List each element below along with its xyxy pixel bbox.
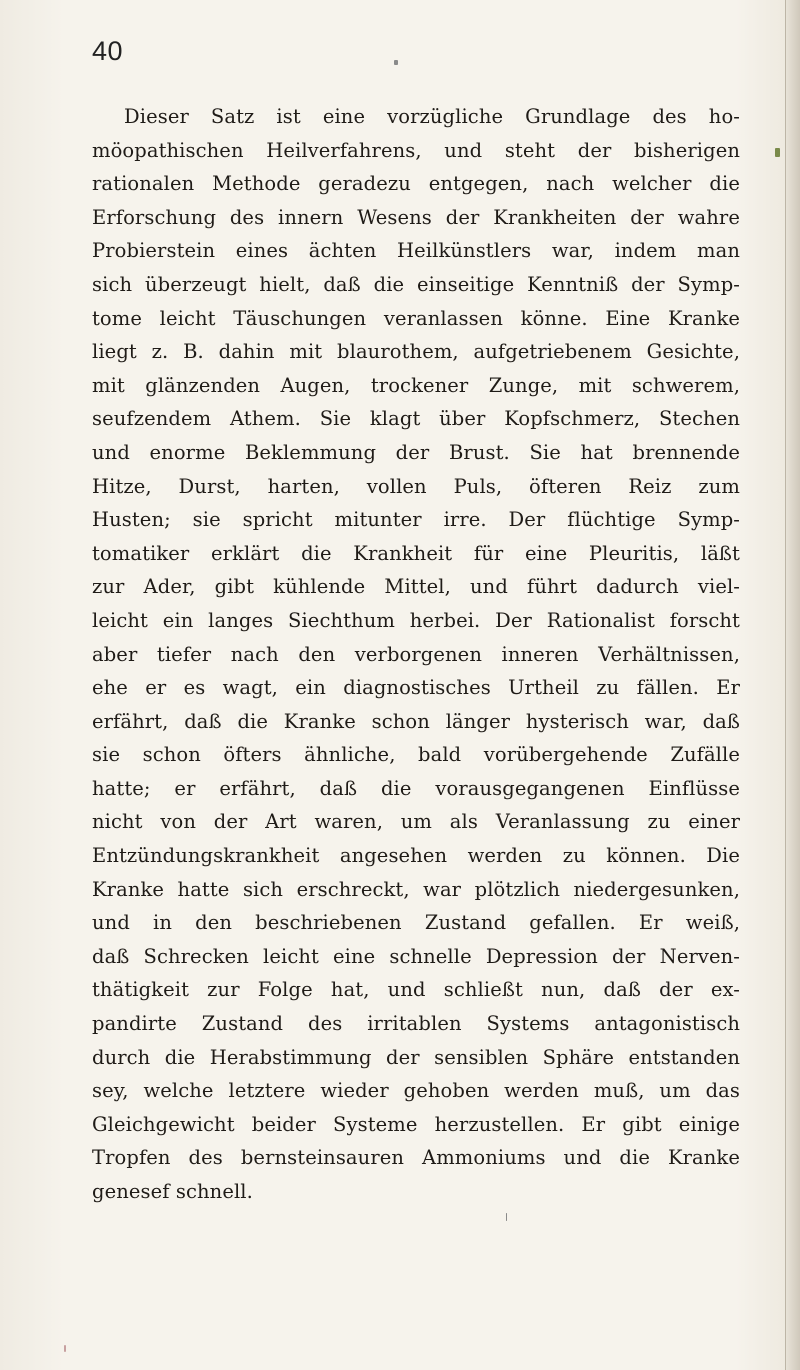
text-line: tomatiker erklärt die Krankheit für eine Pleuritis, läßt (92, 541, 740, 565)
text-line: liegt z. B. dahin mit blaurothem, aufgetriebenem Gesichte, (92, 340, 740, 364)
text-line: Hitze, Durst, harten, vollen Puls, öfteren Reiz zum (92, 474, 740, 498)
paper-speck (394, 60, 398, 65)
text-line: sich überzeugt hielt, daß die einseitige Kenntniß der Symp- (92, 272, 740, 296)
text-line: thätigkeit zur Folge hat, und schließt nun, daß der ex- (92, 978, 740, 1002)
text-line: durch die Herabstimmung der sensiblen Sphäre entstanden (92, 1045, 740, 1069)
text-line: Gleichgewicht beider Systeme herzustellen. Er gibt einige (92, 1112, 740, 1136)
text-line: aber tiefer nach den verborgenen inneren Verhältnissen, (92, 642, 740, 666)
text-line: Husten; sie spricht mitunter irre. Der flüchtige Symp- (92, 508, 740, 532)
page-number: 40 (92, 36, 124, 66)
text-line: zur Ader, gibt kühlende Mittel, und führt dadurch viel- (92, 575, 740, 599)
text-line: nicht von der Art waren, um als Veranlassung zu einer (92, 810, 740, 834)
text-line: erfährt, daß die Kranke schon länger hysterisch war, daß (92, 709, 740, 733)
text-line: ehe er es wagt, ein diagnostisches Urtheil zu fällen. Er (92, 676, 740, 700)
text-line: und in den beschriebenen Zustand gefallen. Er weiß, (92, 911, 740, 935)
paper-speck (64, 1345, 66, 1352)
text-line: daß Schrecken leicht eine schnelle Depression der Nerven- (92, 944, 740, 968)
text-line: tome leicht Täuschungen veranlassen könne. Eine Kranke (92, 306, 740, 330)
paper-speck (775, 148, 780, 157)
text-line: Erforschung des innern Wesens der Krankheiten der wahre (92, 205, 740, 229)
text-line: pandirte Zustand des irritablen Systems antagonistisch (92, 1012, 740, 1036)
text-line: und enorme Beklemmung der Brust. Sie hat brennende (92, 440, 740, 464)
text-line: sey, welche letztere wieder gehoben werden muß, um das (92, 1079, 740, 1103)
text-line: Dieser Satz ist eine vorzügliche Grundlage des ho- (124, 105, 740, 128)
text-line: sie schon öfters ähnliche, bald vorübergehende Zufälle (92, 743, 740, 767)
text-line: leicht ein langes Siechthum herbei. Der Rationalist forscht (92, 608, 740, 632)
text-line: seufzendem Athem. Sie klagt über Kopfschmerz, Stechen (92, 407, 740, 431)
text-line: Probierstein eines ächten Heilkünstlers war, indem man (92, 239, 740, 263)
body-text (92, 100, 740, 1209)
text-line: Tropfen des bernsteinsauren Ammoniums und die Kranke (92, 1146, 740, 1170)
text-line: hatte; er erfährt, daß die vorausgegangenen Einflüsse (92, 776, 740, 800)
text-line: rationalen Methode geradezu entgegen, nach welcher die (92, 172, 740, 196)
text-line: mit glänzenden Augen, trockener Zunge, mit schwerem, (92, 373, 740, 397)
text-line: genesef schnell. (92, 1180, 253, 1203)
page-edge-shadow (785, 0, 800, 1370)
paper-speck (506, 1213, 507, 1221)
text-line: möopathischen Heilverfahrens, und steht der bisherigen (92, 138, 740, 162)
text-line: Entzündungskrankheit angesehen werden zu können. Die (92, 844, 740, 868)
text-line: Kranke hatte sich erschreckt, war plötzlich niedergesunken, (92, 877, 740, 901)
